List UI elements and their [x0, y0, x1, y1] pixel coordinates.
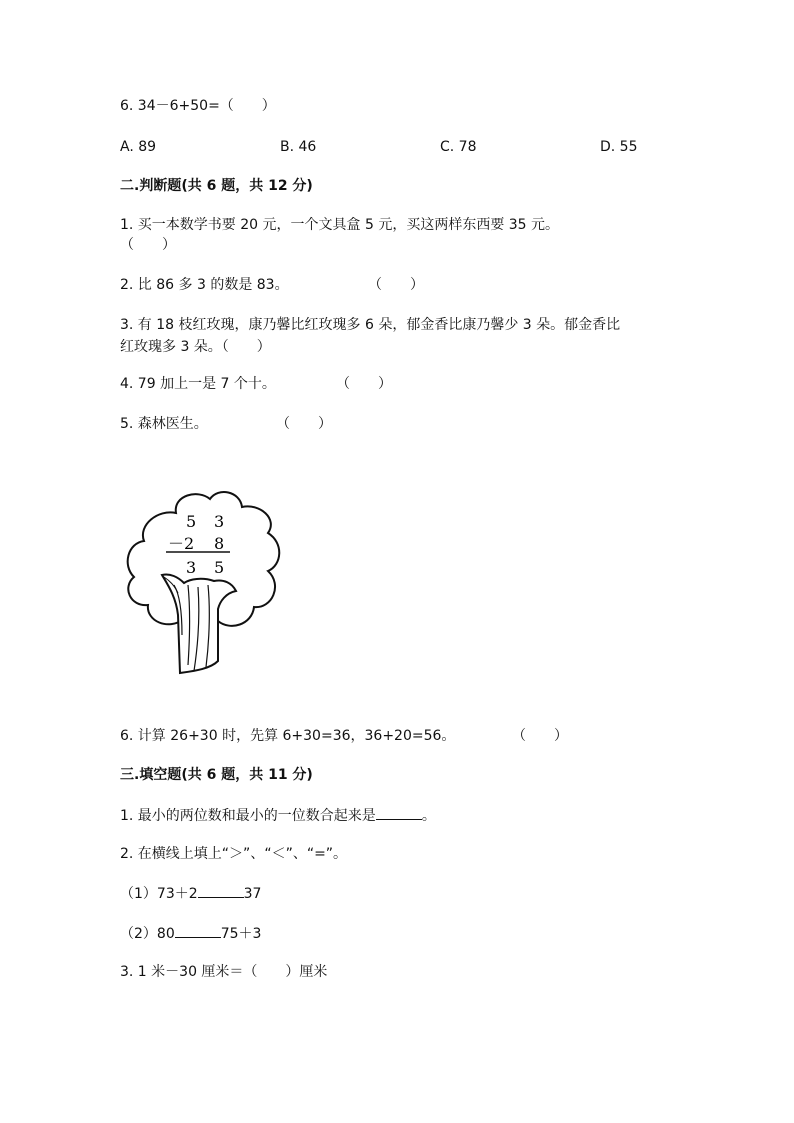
fill-q2a-left: （1）73＋2 — [120, 886, 198, 902]
tree-digit-r1c1: 5 — [186, 512, 197, 531]
tree-digit-r3c2: 5 — [214, 558, 225, 577]
fill-q2a-blank[interactable] — [198, 883, 244, 898]
fill-q1-end: 。 — [421, 808, 436, 824]
judge-q2-answer-paren[interactable]: （ ） — [368, 277, 424, 293]
tree-digit-r3c1: 3 — [186, 558, 197, 577]
fill-q2b-left: （2）80 — [120, 926, 175, 942]
tree-digit-r2c2: 8 — [214, 534, 225, 553]
judge-q5-text: 5. 森林医生。 — [120, 416, 208, 432]
judge-q6-answer-paren[interactable]: （ ） — [512, 728, 568, 744]
tree-digit-r2c1: －2 — [168, 534, 195, 553]
fill-q2a — [120, 883, 261, 904]
fill-q1 — [120, 805, 436, 826]
judge-q6-text: 6. 计算 26+30 时，先算 6+30=36，36+20=56。 — [120, 728, 456, 744]
tree-illustration — [118, 485, 293, 680]
judge-q3-line2[interactable]: 红玫瑰多 3 朵。（ ） — [120, 339, 271, 355]
judge-q4-text: 4. 79 加上一是 7 个十。 — [120, 376, 276, 392]
option-d[interactable]: D. 55 — [600, 139, 638, 155]
option-b[interactable]: B. 46 — [280, 139, 317, 155]
section-2-heading: 二.判断题(共 6 题，共 12 分) — [120, 178, 313, 194]
judge-q3-line1: 3. 有 18 枝红玫瑰，康乃馨比红玫瑰多 6 朵，郁金香比康乃馨少 3 朵。郁金香比 — [120, 317, 621, 333]
judge-q4-answer-paren[interactable]: （ ） — [336, 376, 392, 392]
fill-q2b-blank[interactable] — [175, 923, 221, 938]
option-c[interactable]: C. 78 — [440, 139, 477, 155]
fill-q2b-right: 75＋3 — [220, 926, 262, 942]
fill-q2b — [120, 923, 261, 944]
option-a[interactable]: A. 89 — [120, 139, 157, 155]
judge-q1-answer-paren[interactable]: （ ） — [120, 237, 176, 253]
fill-q3-text[interactable]: 3. 1 米－30 厘米＝（ ）厘米 — [120, 964, 328, 980]
question-6-choice: 6. 34－6+50=（ ） — [120, 98, 276, 114]
fill-q1-blank[interactable] — [376, 805, 422, 820]
judge-q1-line1: 1. 买一本数学书要 20 元，一个文具盒 5 元，买这两样东西要 35 元。 — [120, 217, 560, 233]
section-3-heading: 三.填空题(共 6 题，共 11 分) — [120, 767, 313, 783]
fill-q2-text: 2. 在横线上填上“＞”、“＜”、“=”。 — [120, 846, 348, 862]
judge-q2-text: 2. 比 86 多 3 的数是 83。 — [120, 277, 289, 293]
judge-q5-answer-paren[interactable]: （ ） — [276, 416, 332, 432]
fill-q1-text: 1. 最小的两位数和最小的一位数合起来是 — [120, 808, 376, 824]
tree-digit-r1c2: 3 — [214, 512, 225, 531]
fill-q2a-right: 37 — [243, 886, 262, 902]
